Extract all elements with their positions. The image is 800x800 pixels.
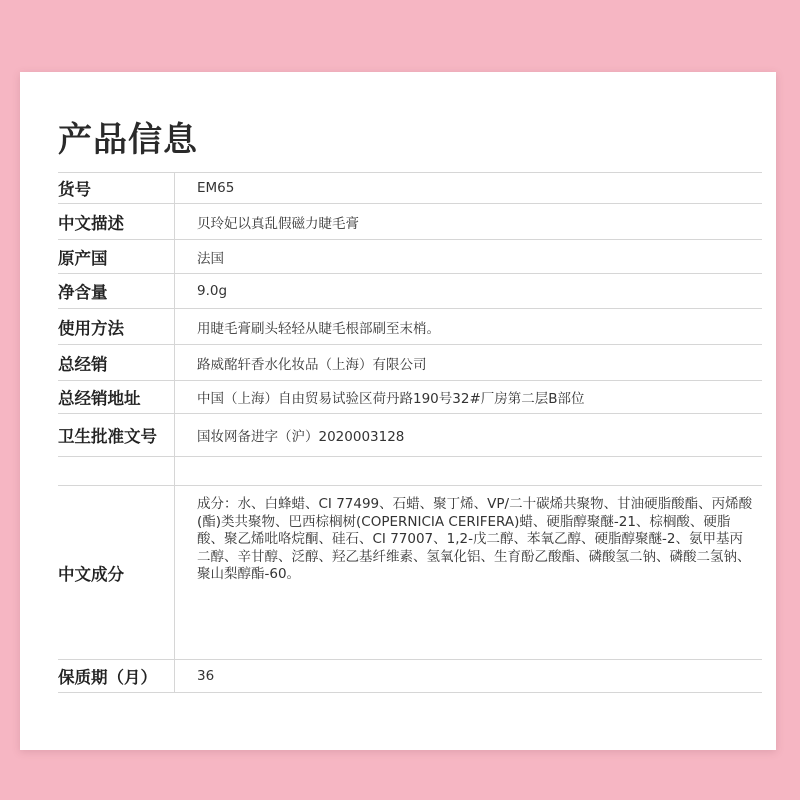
row-origin — [58, 240, 762, 274]
row-usage — [58, 309, 762, 345]
row-empty — [58, 457, 762, 486]
row-ingredients — [58, 486, 762, 660]
row-net-content — [58, 274, 762, 309]
label-description: 中文描述 — [58, 204, 175, 239]
label-approval-number: 卫生批准文号 — [58, 414, 175, 456]
value-origin: 法国 — [197, 250, 224, 267]
value-item-number: EM65 — [197, 180, 235, 196]
ingredients-text: 成分：水、白蜂蜡、CI 77499、石蜡、聚丁烯、VP/二十碳烯共聚物、甘油硬脂酸酯、丙烯酸(酯)类共聚物、巴西棕榈树(COPERNICIA CERIFERA)蜡、硬脂醇聚醚-21、棕榈酸、硬脂酸、聚乙烯吡咯烷酮、硅石、CI 77007、1,2-戊二醇、苯氧乙醇、硬脂醇聚醚-2、氨甲基丙二醇、辛甘醇、泛醇、羟乙基纤维素、氢氧化铝、生育酚乙酸酯、磷酸氢二钠、磷酸二氢钠、聚山梨醇酯-60。 — [197, 496, 753, 582]
value-empty — [175, 457, 762, 485]
row-description — [58, 204, 762, 240]
value-ingredients — [175, 486, 762, 659]
label-item-number: 货号 — [58, 173, 175, 203]
row-approval-number — [58, 414, 762, 457]
row-distributor — [58, 345, 762, 381]
label-usage: 使用方法 — [58, 309, 175, 344]
label-ingredients: 中文成分 — [58, 486, 175, 659]
value-distributor: 路威酩轩香水化妆品（上海）有限公司 — [197, 356, 427, 373]
value-usage: 用睫毛膏刷头轻轻从睫毛根部刷至末梢。 — [197, 320, 440, 337]
label-shelf-life: 保质期（月） — [58, 660, 175, 692]
value-distributor-address: 中国（上海）自由贸易试验区荷丹路190号32#厂房第二层B部位 — [197, 391, 585, 407]
value-description: 贝玲妃以真乱假磁力睫毛膏 — [197, 215, 359, 232]
label-distributor: 总经销 — [58, 345, 175, 380]
label-origin: 原产国 — [58, 240, 175, 273]
page-title: 产品信息 — [58, 120, 198, 160]
label-empty — [58, 457, 175, 485]
value-shelf-life: 36 — [197, 668, 215, 684]
value-net-content: 9.0g — [197, 283, 228, 299]
product-info-table — [58, 172, 762, 693]
row-shelf-life — [58, 660, 762, 693]
product-info-card — [20, 72, 776, 750]
label-net-content: 净含量 — [58, 274, 175, 308]
row-distributor-address — [58, 381, 762, 414]
row-item-number — [58, 172, 762, 204]
value-approval-number: 国妆网备进字（沪）2020003128 — [197, 429, 405, 445]
label-distributor-address: 总经销地址 — [58, 381, 175, 413]
